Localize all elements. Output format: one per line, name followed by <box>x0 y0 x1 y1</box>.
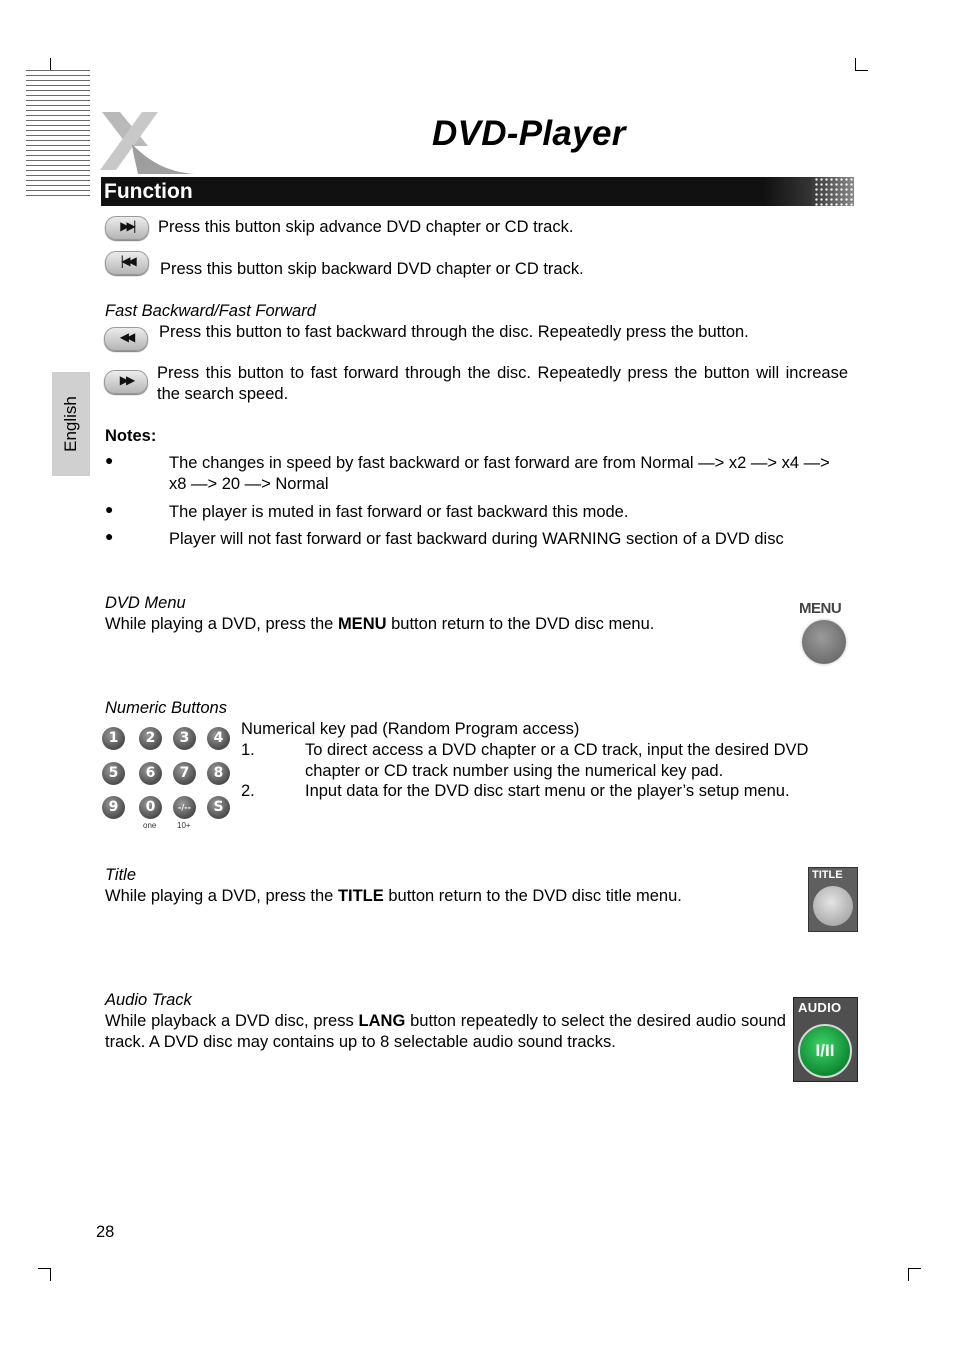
fast-heading: Fast Backward/Fast Forward <box>105 302 316 320</box>
note-bullet: ● <box>105 528 114 544</box>
numeric-key-6: 6 <box>139 762 162 785</box>
audio-heading: Audio Track <box>105 991 192 1009</box>
numeric-key-dash: -/-- <box>173 796 196 819</box>
audio-bold: LANG <box>358 1012 406 1030</box>
audio-text-a: While playback a DVD disc, press <box>105 1012 359 1030</box>
note-bullet: ● <box>105 501 114 517</box>
numeric-item-number: 2. <box>241 782 255 800</box>
numeric-item-text: Input data for the DVD disc start menu or the player’s setup menu. <box>305 782 790 800</box>
skip-previous-description: Press this button skip backward DVD chapter or CD track. <box>160 260 584 278</box>
numeric-key-1: 1 <box>102 727 125 750</box>
numeric-key-9: 9 <box>102 796 125 819</box>
dvd-menu-heading: DVD Menu <box>105 594 186 612</box>
title-button-icon <box>808 867 858 932</box>
menu-button-icon <box>802 620 846 664</box>
title-button-label: TITLE <box>812 869 843 881</box>
fast-backward-description: Press this button to fast backward through the disc. Repeatedly press the button. <box>159 323 749 341</box>
section-header-bar <box>101 177 854 206</box>
notes-heading: Notes: <box>105 427 157 445</box>
crop-mark-top-right <box>855 58 868 71</box>
title-button-round <box>813 886 853 926</box>
dvd-menu-text-b: button return to the DVD disc menu. <box>386 615 655 633</box>
numeric-key-4: 4 <box>207 727 230 750</box>
note-item: Player will not fast forward or fast backward during WARNING section of a DVD disc <box>169 530 784 548</box>
numeric-key-0: 0 <box>139 796 162 819</box>
audio-button-text: I/II <box>815 1041 835 1060</box>
menu-button-label: MENU <box>799 600 842 617</box>
language-tab <box>52 372 90 476</box>
page-number: 28 <box>96 1223 115 1241</box>
title-text-b: button return to the DVD disc title menu. <box>383 887 682 905</box>
numeric-key-2: 2 <box>139 727 162 750</box>
numeric-key-8: 8 <box>207 762 230 785</box>
dvd-menu-description <box>105 614 654 635</box>
numeric-item-text: To direct access a DVD chapter or a CD track, input the desired DVD chapter or CD track number using the numerical key pad. <box>305 741 809 780</box>
fast-forward-icon: ▶▶ <box>104 370 148 394</box>
audio-text-b: button repeatedly to select the desired audio sound track. A DVD disc may contains up to 8 selectable audio sound tracks. <box>105 1012 786 1051</box>
header-dot-pattern <box>814 177 854 206</box>
language-tab-label: English <box>61 396 80 452</box>
section-heading: Function <box>104 180 193 203</box>
decorative-stripes <box>26 70 90 200</box>
note-bullet: ● <box>105 452 114 468</box>
page-title: DVD-Player <box>432 114 626 153</box>
skip-next-icon: ▶▶| <box>105 216 149 240</box>
audio-button-round <box>798 1024 852 1078</box>
audio-button-icon <box>793 997 858 1082</box>
audio-description <box>105 1011 786 1053</box>
title-bold: TITLE <box>337 887 384 905</box>
numeric-key-3: 3 <box>173 727 196 750</box>
audio-button-label: AUDIO <box>798 1000 842 1015</box>
title-description <box>105 886 682 907</box>
title-text-a: While playing a DVD, press the <box>105 887 338 905</box>
numeric-intro: Numerical key pad (Random Program access) <box>241 720 580 738</box>
numeric-sub-ten: 10+ <box>177 821 191 830</box>
fast-backward-icon: ◀◀ <box>104 327 148 351</box>
numeric-key-7: 7 <box>173 762 196 785</box>
numeric-key-s: S <box>207 796 230 819</box>
skip-previous-icon: |◀◀ <box>105 251 149 275</box>
numeric-item-number: 1. <box>241 741 255 759</box>
numeric-key-5: 5 <box>102 762 125 785</box>
note-item: The player is muted in fast forward or fast backward this mode. <box>169 503 629 521</box>
note-item: The changes in speed by fast backward or fast forward are from Normal —> x2 —> x4 —> x8 —> 20 —> Normal <box>169 454 830 493</box>
numeric-sub-one: one <box>143 821 157 830</box>
numeric-heading: Numeric Buttons <box>105 699 227 717</box>
skip-next-description: Press this button skip advance DVD chapter or CD track. <box>158 218 574 236</box>
fast-forward-description: Press this button to fast forward through the disc. Repeatedly press the button will increase the search speed. <box>157 364 848 403</box>
crop-mark-bottom-right <box>908 1268 921 1281</box>
title-heading: Title <box>105 866 137 884</box>
crop-mark-bottom-left <box>38 1268 51 1281</box>
dvd-menu-bold: MENU <box>337 615 387 633</box>
brand-logo <box>98 108 196 176</box>
dvd-menu-text-a: While playing a DVD, press the <box>105 615 338 633</box>
